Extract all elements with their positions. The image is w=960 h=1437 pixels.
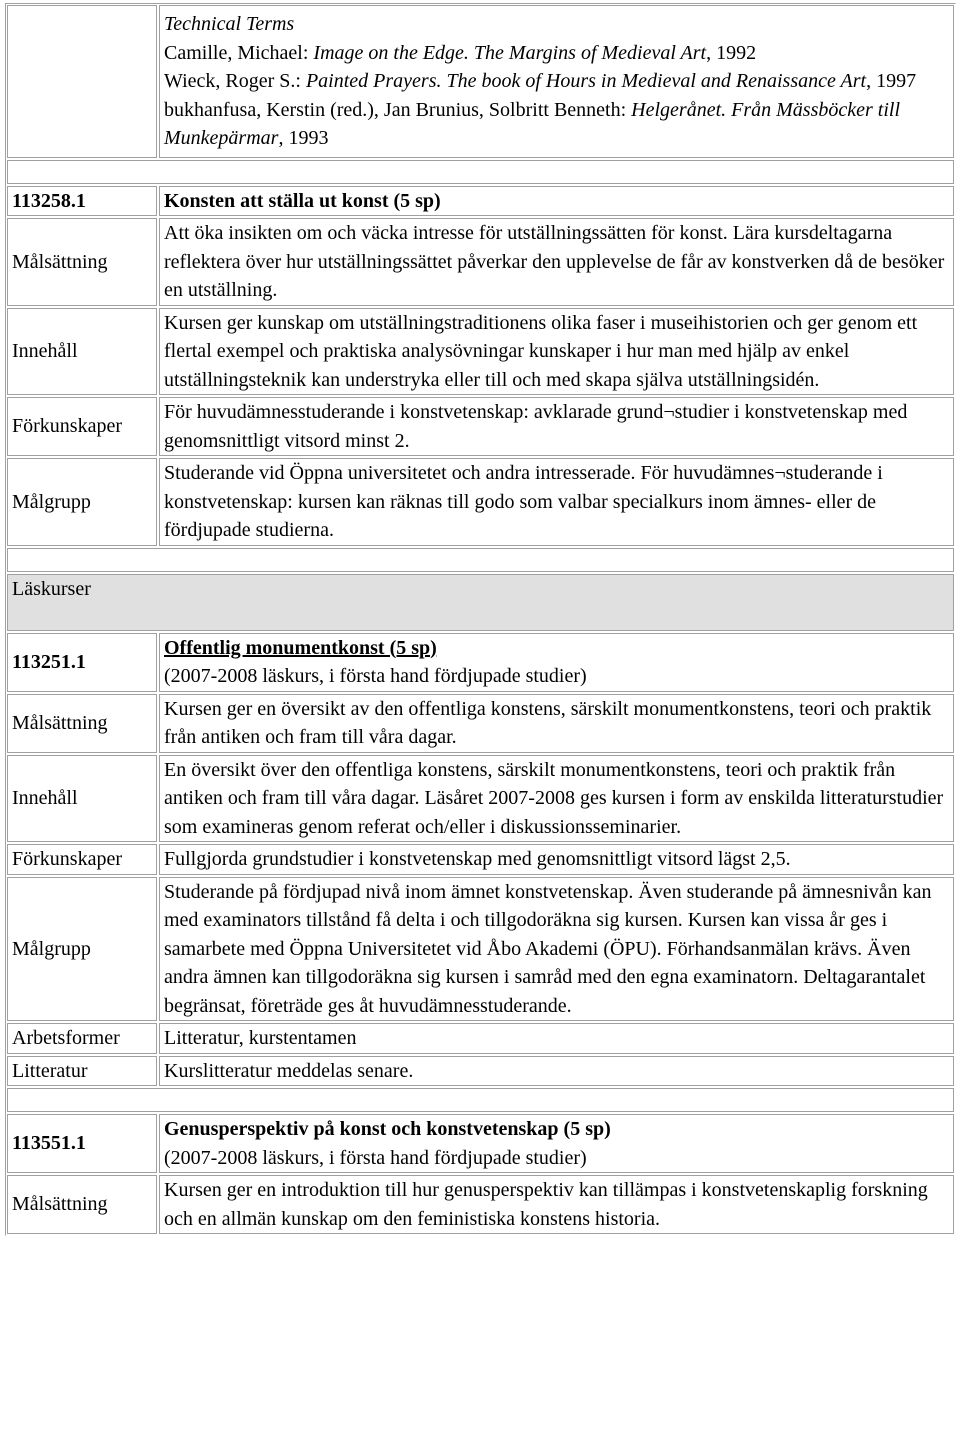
row-label: Förkunskaper bbox=[7, 397, 157, 456]
row-text: Kursen ger en introduktion till hur genusperspektiv kan tillämpas i konstvetenskaplig forskning och en allmän kunskap om den feministiska konstens historia. bbox=[159, 1175, 954, 1234]
reference-2: Wieck, Roger S.: Painted Prayers. The book of Hours in Medieval and Renaissance Art, 1997 bbox=[164, 70, 917, 92]
row-text: En översikt över den offentliga konstens, särskilt monumentkonstens, teori och praktik från antiken och fram till våra dagar. Läsåret 2007-2008 ges kursen i form av enskilda litteraturstudier som examineras genom referat och/eller i diskussionsseminarier. bbox=[159, 755, 954, 843]
section-heading: Läskurser bbox=[7, 574, 954, 631]
row-label: Arbetsformer bbox=[7, 1023, 157, 1054]
references-cell bbox=[159, 5, 954, 158]
row-text: Litteratur, kurstentamen bbox=[159, 1023, 954, 1054]
course-table bbox=[5, 3, 956, 1236]
course-header-row bbox=[6, 632, 955, 693]
course-title: Konsten att ställa ut konst (5 sp) bbox=[159, 186, 954, 217]
row-text: Studerande vid Öppna universitetet och andra intresserade. För huvudämnes¬studerande i konstvetenskap: kursen kan räknas till godo som valbar specialkurs inom ämnes- eller de fördjupade studierna. bbox=[159, 458, 954, 546]
row-label: Målgrupp bbox=[7, 458, 157, 546]
course-row bbox=[6, 307, 955, 397]
row-text: Fullgjorda grundstudier i konstvetenskap med genomsnittligt vitsord lägst 2,5. bbox=[159, 844, 954, 875]
course-row bbox=[6, 396, 955, 457]
row-label: Litteratur bbox=[7, 1056, 157, 1087]
row-label: Innehåll bbox=[7, 308, 157, 396]
spacer-row bbox=[6, 159, 955, 185]
course-row bbox=[6, 693, 955, 754]
row-label: Målsättning bbox=[7, 694, 157, 753]
section-heading-row bbox=[6, 573, 955, 632]
reference-3: bukhanfusa, Kerstin (red.), Jan Brunius, Solbritt Benneth: Helgerånet. Från Mässböcker till Munkepärmar, 1993 bbox=[164, 98, 900, 149]
course-title: Genusperspektiv på konst och konstvetenskap (5 sp) bbox=[164, 1118, 611, 1140]
row-label: Målsättning bbox=[7, 1175, 157, 1234]
course-code: 113251.1 bbox=[7, 633, 157, 692]
course-row bbox=[6, 457, 955, 547]
course-row bbox=[6, 876, 955, 1023]
row-text: Studerande på fördjupad nivå inom ämnet konstvetenskap. Även studerande på ämnesnivån kan med examinators tillstånd få delta i och tillgodoräkna sig kursen. Kursen kan vissa år ges i samarbete med Öppna Universitetet vid Åbo Akademi (ÖPU). Förhandsanmälan krävs. Även andra ämnen kan tillgodoräkna sig kursen i samråd med den egna examinatorn. Deltagarantalet begränsat, företräde ges åt huvudämnesstuderande. bbox=[159, 877, 954, 1022]
course-row bbox=[6, 754, 955, 844]
course-row bbox=[6, 1055, 955, 1088]
references-row bbox=[6, 4, 955, 159]
row-text: Kursen ger en översikt av den offentliga konstens, särskilt monumentkonstens, teori och praktik från antiken och fram till våra dagar. bbox=[159, 694, 954, 753]
course-code: 113258.1 bbox=[7, 186, 157, 217]
spacer-row bbox=[6, 1087, 955, 1113]
course-header-row bbox=[6, 1113, 955, 1174]
course-subtitle: (2007-2008 läskurs, i första hand fördjupade studier) bbox=[164, 665, 587, 687]
row-text: Kurslitteratur meddelas senare. bbox=[159, 1056, 954, 1087]
row-text: Kursen ger kunskap om utställningstraditionens olika faser i museihistorien och ger genom ett flertal exempel och praktiska analysövningar kunskaper i hur man med hjälp av enkel utställningsteknik kan understryka eller till och med skapa själva utställningsidén. bbox=[159, 308, 954, 396]
reference-1: Camille, Michael: Image on the Edge. The Margins of Medieval Art, 1992 bbox=[164, 41, 757, 64]
course-header-row bbox=[6, 185, 955, 218]
course-row bbox=[6, 1174, 955, 1235]
course-row bbox=[6, 1022, 955, 1055]
course-code: 113551.1 bbox=[7, 1114, 157, 1173]
course-row bbox=[6, 843, 955, 876]
row-label: Innehåll bbox=[7, 755, 157, 843]
course-row bbox=[6, 217, 955, 307]
row-label: Förkunskaper bbox=[7, 844, 157, 875]
course-title: Offentlig monumentkonst (5 sp) bbox=[164, 636, 437, 659]
row-text: För huvudämnesstuderande i konstvetenskap: avklarade grund¬studier i konstvetenskap med genomsnittligt vitsord minst 2. bbox=[159, 397, 954, 456]
row-label: Målgrupp bbox=[7, 877, 157, 1022]
row-text: Att öka insikten om och väcka intresse för utställningssätten för konst. Lära kursdeltagarna reflektera över hur utställningssättet påverkar den upplevelse de får av konstverken då de besöker en utställning. bbox=[159, 218, 954, 306]
spacer-row bbox=[6, 547, 955, 573]
row-label: Målsättning bbox=[7, 218, 157, 306]
course-subtitle: (2007-2008 läskurs, i första hand fördjupade studier) bbox=[164, 1146, 587, 1169]
technical-terms: Technical Terms bbox=[164, 13, 295, 35]
